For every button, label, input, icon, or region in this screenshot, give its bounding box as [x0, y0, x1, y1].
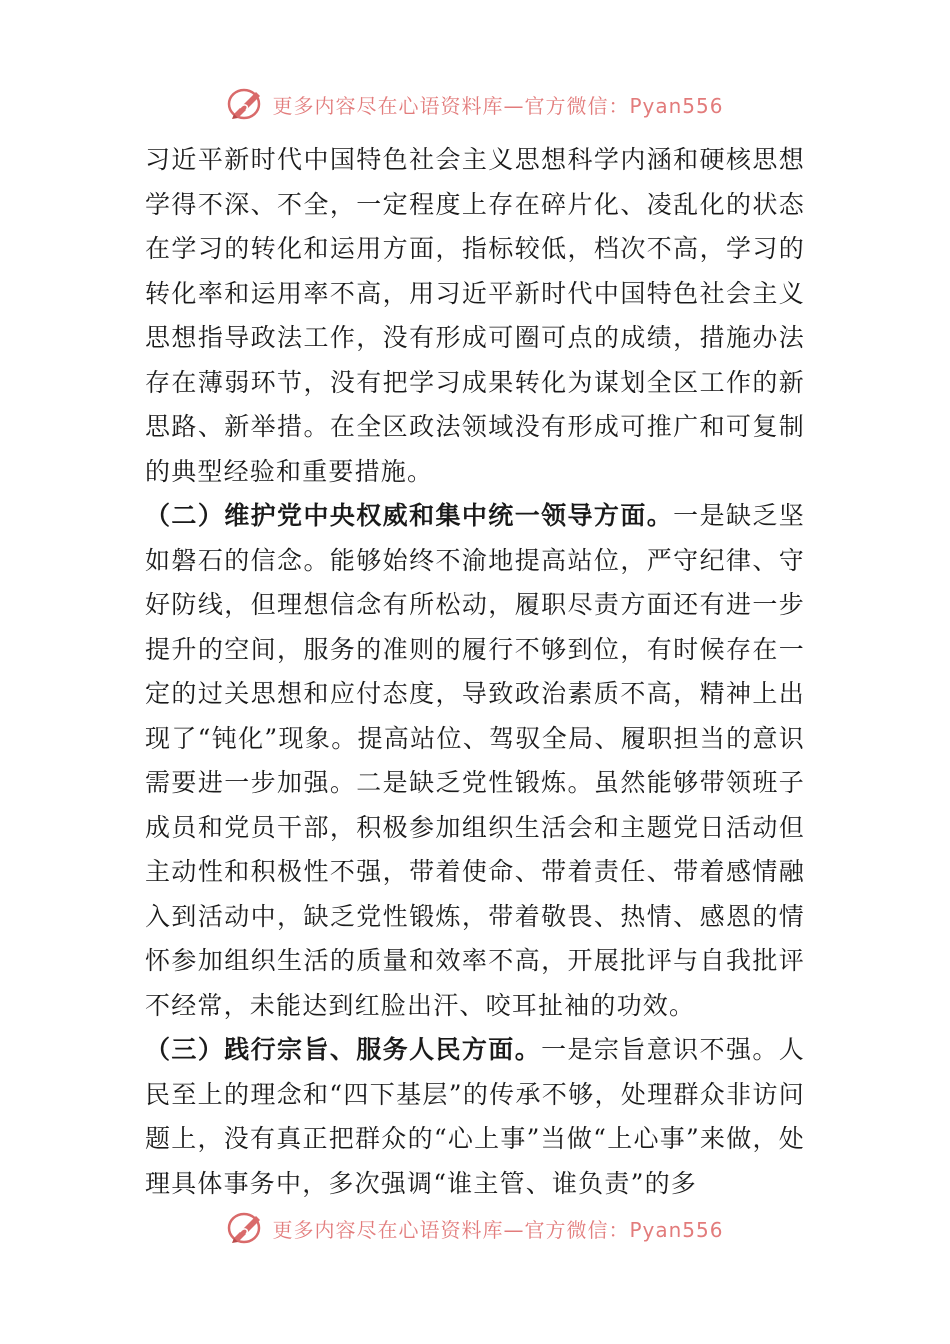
paragraph-3-text: 一是宗旨意识不强。人民至上的理念和“四下基层”的传承不够，处理群众非访问题上，没有真正把群众的“心上事”当做“上心事”来做，处理具体事务中，多次强调“谁主管、谁负责”的多: [145, 1035, 805, 1198]
document-body: [145, 138, 805, 1206]
section-heading-2: （二）维护党中央权威和集中统一领导方面。: [145, 501, 674, 530]
footer-watermark: [0, 1208, 950, 1248]
pen-logo-icon: [226, 86, 266, 122]
paragraph-2: [145, 494, 805, 1028]
watermark-text: 更多内容尽在心语资料库—官方微信：Pyan556: [272, 1217, 724, 1242]
paragraph-2-text: 一是缺乏坚如磐石的信念。能够始终不渝地提高站位，严守纪律、守好防线，但理想信念有所松动，履职尽责方面还有进一步提升的空间，服务的准则的履行不够到位，有时候存在一定的过关思想和应付态度，导致政治素质不高，精神上出现了“钝化”现象。提高站位、驾驭全局、履职担当的意识需要进一步加强。二是缺乏党性锻炼。虽然能够带领班子成员和党员干部，积极参加组织生活会和主题党日活动但主动性和积极性不强，带着使命、带着责任、带着感情融入到活动中，缺乏党性锻炼，带着敬畏、热情、感恩的情怀参加组织生活的质量和效率不高，开展批评与自我批评不经常，未能达到红脸出汗、咬耳扯袖的功效。: [145, 501, 805, 1020]
paragraph-1: [145, 138, 805, 494]
header-watermark: [0, 84, 950, 124]
pen-logo-icon: [226, 1210, 266, 1246]
watermark-text: 更多内容尽在心语资料库—官方微信：Pyan556: [272, 93, 724, 118]
paragraph-1-text: 习近平新时代中国特色社会主义思想科学内涵和硬核思想学得不深、不全，一定程度上存在碎片化、凌乱化的状态在学习的转化和运用方面，指标较低，档次不高，学习的转化率和运用率不高，用习近平新时代中国特色社会主义思想指导政法工作，没有形成可圈可点的成绩，措施办法存在薄弱环节，没有把学习成果转化为谋划全区工作的新思路、新举措。在全区政法领域没有形成可推广和可复制的典型经验和重要措施。: [145, 145, 805, 486]
paragraph-3: [145, 1028, 805, 1206]
section-heading-3: （三）践行宗旨、服务人民方面。: [145, 1035, 542, 1064]
